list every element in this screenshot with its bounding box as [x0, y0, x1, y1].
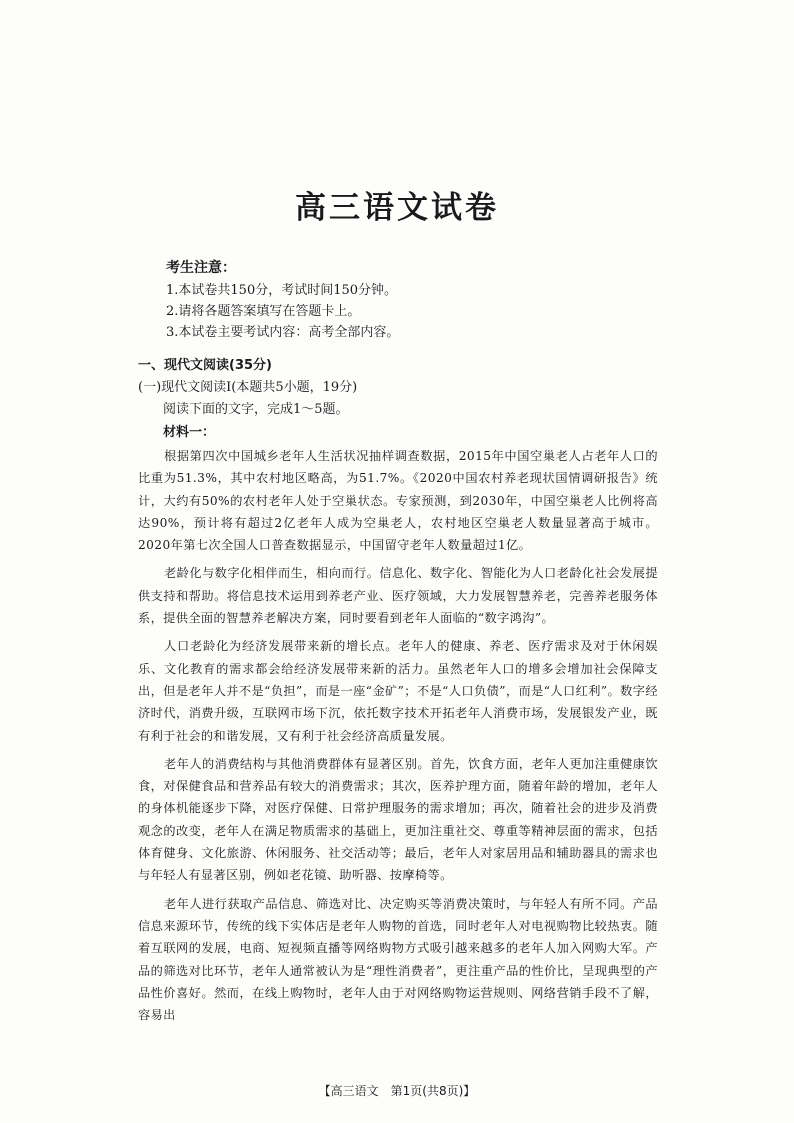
subsection-heading: (一)现代文阅读Ⅰ(本题共5小题，19分) [138, 380, 358, 395]
candidate-notice [166, 258, 686, 343]
paragraph: 人口老龄化为经济发展带来新的增长点。老年人的健康、养老、医疗需求及对于休闲娱乐、文化教育的需求都会给经济发展带来新的活力。虽然老年人口的增多会增加社会保障支出，但是老年人并不是“负担”，而是一座“金矿”；不是“人口负债”，而是“人口红利”。数字经济时代，消费升级，互联网市场下沉，依托数字技术开拓老年人消费市场，发展银发产业，既有利于社会的和谐发展，又有利于社会经济高质量发展。 [138, 639, 658, 743]
paragraph: 根据第四次中国城乡老年人生活状况抽样调查数据，2015年中国空巢老人占老年人口的比重为51.3%，其中农村地区略高，为51.7%。《2020中国农村养老现状国情调研报告》统计，大约有50%的农村老年人处于空巢状态。专家预测，到2030年，中国空巢老人比例将高达90%，预计将有超过2亿老年人成为空巢老人，农村地区空巢老人数量显著高于城市。2020年第七次全国人口普查数据显示，中国留守老年人数量超过1亿。 [138, 449, 658, 553]
page-title: 高三语文试卷 [295, 190, 499, 226]
notice-item: 3.本试卷主要考试内容：高考全部内容。 [166, 325, 400, 340]
notice-heading: 考生注意： [166, 260, 236, 276]
notice-item: 1.本试卷共150分，考试时间150分钟。 [166, 283, 398, 298]
page-footer: 【高三语文 第1页(共8页)】 [318, 1084, 476, 1098]
reading-section [138, 355, 658, 1026]
notice-item: 2.请将各题答案填写在答题卡上。 [166, 304, 361, 319]
paragraph: 老年人的消费结构与其他消费群体有显著区别。首先，饮食方面，老年人更加注重健康饮食，对保健食品和营养品有较大的消费需求；其次，医养护理方面，随着年龄的增加，老年人的身体机能逐步下降，对医疗保健、日常护理服务的需求增加；再次，随着社会的进步及消费观念的改变，老年人在满足物质需求的基础上，更加注重社交、尊重等精神层面的需求，包括体育健身、文化旅游、休闲服务、社交活动等；最后，老年人对家居用品和辅助器具的需求也与年轻人有显著区别，例如老花镜、助听器、按摩椅等。 [138, 756, 658, 883]
material-label: 材料一： [163, 425, 216, 440]
paragraph: 老年人进行获取产品信息、筛选对比、决定购买等消费决策时，与年轻人有所不同。产品信息来源环节，传统的线下实体店是老年人购物的首选，同时老年人对电视购物比较热衷。随着互联网的发展，电商、短视频直播等网络购物方式吸引越来越多的老年人加入网购大军。产品的筛选对比环节，老年人通常被认为是“理性消费者”，更注重产品的性价比，呈现典型的产品性价喜好。然而，在线上购物时，老年人由于对网络购物运营规则、网络营销手段不了解，容易出 [138, 896, 658, 1023]
section-heading: 一、现代文阅读(35分) [138, 358, 272, 373]
paragraph: 老龄化与数字化相伴而生，相向而行。信息化、数字化、智能化为人口老龄化社会发展提供支持和帮助。将信息技术运用到养老产业、医疗领域，大力发展智慧养老，完善养老服务体系，提供全面的智慧养老解决方案，同时要看到老年人面临的“数字鸿沟”。 [138, 566, 658, 626]
reading-instruction: 阅读下面的文字，完成1～5题。 [163, 402, 349, 417]
